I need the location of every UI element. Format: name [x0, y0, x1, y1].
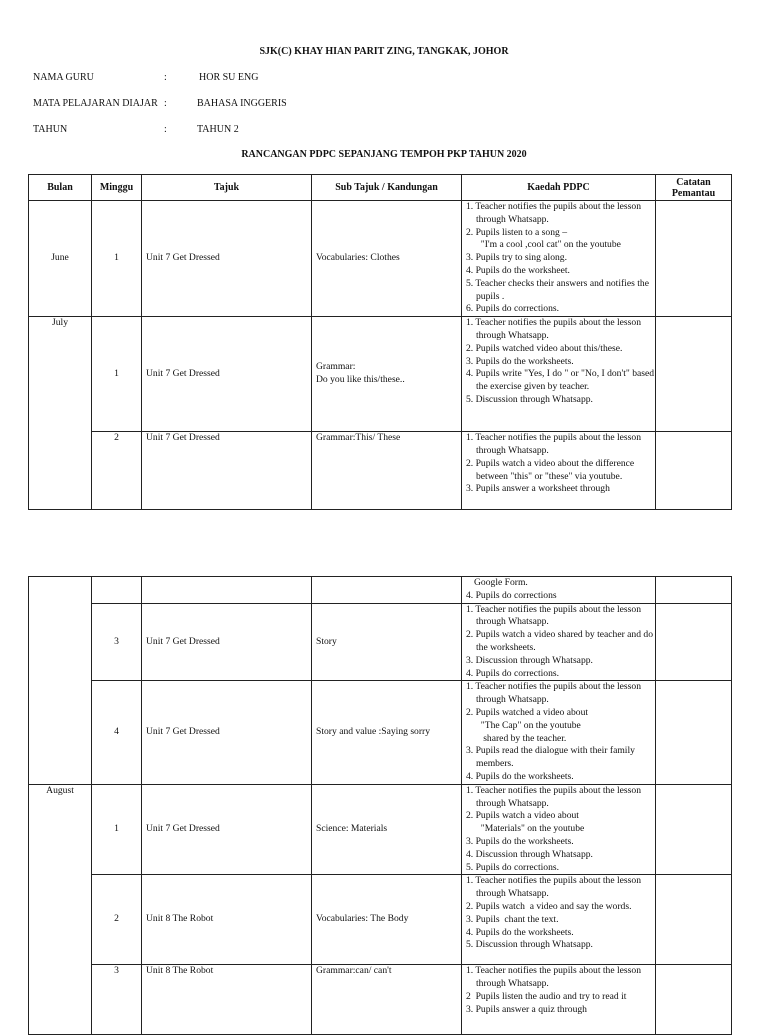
subtopic-cell: Grammar:This/ These: [312, 432, 462, 510]
week-cell: 1: [92, 317, 142, 432]
method-step: 5. Teacher checks their answers and notifies the pupils .: [466, 277, 652, 302]
method-cell: [462, 201, 656, 317]
method-step: 2. Pupils watch a video and say the words.: [466, 900, 632, 912]
plan-title: RANCANGAN PDPC SEPANJANG TEMPOH PKP TAHUN 2020: [241, 149, 527, 160]
header-sub-tajuk: Sub Tajuk / Kandungan: [312, 175, 462, 201]
table-row: [29, 681, 732, 784]
method-step: 1. Teacher notifies the pupils about the lesson through Whatsapp.: [466, 317, 644, 341]
method-step: 4. Pupils do the worksheet.: [466, 264, 570, 276]
subtopic-cell: Science: Materials: [312, 784, 462, 875]
month-cell: [29, 784, 92, 1035]
table-row: [29, 201, 732, 317]
subtopic-line: Do you like this/these..: [316, 374, 405, 386]
method-step: 4. Pupils do corrections.: [466, 667, 559, 679]
week-cell: [92, 577, 142, 604]
subject-label: MATA PELAJARAN DIAJAR: [33, 98, 158, 109]
subject-value: BAHASA INGGERIS: [197, 98, 287, 109]
subtopic-cell: Story and value :Saying sorry: [312, 681, 462, 784]
notes-cell: [656, 577, 732, 604]
notes-cell: [656, 681, 732, 784]
method-step: 3. Discussion through Whatsapp.: [466, 654, 593, 666]
topic-cell: Unit 7 Get Dressed: [142, 784, 312, 875]
notes-cell: [656, 875, 732, 965]
steps-list: [462, 317, 655, 407]
topic-cell: Unit 7 Get Dressed: [142, 603, 312, 681]
method-step: Google Form.: [474, 577, 528, 588]
week-cell: 2: [92, 875, 142, 965]
header-tajuk: Tajuk: [142, 175, 312, 201]
method-step: 3. Pupils try to sing along.: [466, 252, 568, 264]
method-step: 5. Pupils do corrections.: [466, 861, 559, 873]
topic-cell: [142, 577, 312, 604]
method-step: 6. Pupils do corrections.: [466, 303, 559, 315]
method-cell: [462, 965, 656, 1035]
table-row: [29, 603, 732, 681]
method-cell: [462, 784, 656, 875]
steps-list: [462, 785, 655, 875]
method-step: 3. Pupils answer a quiz through: [466, 1003, 587, 1015]
method-step: 1. Teacher notifies the pupils about the lesson through Whatsapp.: [466, 681, 644, 706]
steps-list: [462, 201, 655, 316]
week-cell: 1: [92, 201, 142, 317]
method-step: 2. Pupils watched a video about "The Cap" on the youtube shared by the teacher.: [466, 706, 589, 744]
header-minggu: Minggu: [92, 175, 142, 201]
subtopic-line: Grammar:: [316, 361, 356, 373]
header-bulan: Bulan: [29, 175, 92, 201]
method-step: 4. Pupils write "Yes, I do " or "No, I don't" based the exercise given by teacher.: [466, 368, 657, 393]
topic-cell: Unit 7 Get Dressed: [142, 317, 312, 432]
method-step: 1. Teacher notifies the pupils about the lesson through Whatsapp.: [466, 603, 644, 628]
table-row: [29, 432, 732, 510]
method-step: 1. Teacher notifies the pupils about the lesson through Whatsapp.: [466, 784, 644, 809]
steps-list: [462, 432, 655, 496]
method-step: 4. Pupils do the worksheets.: [466, 770, 574, 782]
steps-list: [462, 577, 655, 603]
notes-cell: [656, 603, 732, 681]
month-cell: June: [29, 201, 92, 317]
subtopic-cell: Vocabularies: Clothes: [312, 201, 462, 317]
notes-cell: [656, 965, 732, 1035]
topic-cell: Unit 7 Get Dressed: [142, 681, 312, 784]
topic-cell: Unit 7 Get Dressed: [142, 201, 312, 317]
topic-cell: Unit 8 The Robot: [142, 875, 312, 965]
method-step: 2. Pupils listen to a song – "I'm a cool ,cool cat" on the youtube: [466, 226, 621, 251]
table-row: [29, 784, 732, 875]
method-step: 3. Pupils chant the text.: [466, 913, 559, 925]
method-step: 2. Pupils watch a video about the difference between "this" or "these" via youtube.: [466, 457, 637, 482]
lesson-plan-table-page1: [28, 174, 732, 510]
subtopic-cell: Story: [312, 603, 462, 681]
method-cell: [462, 432, 656, 510]
method-step: 1. Teacher notifies the pupils about the lesson through Whatsapp.: [466, 201, 644, 225]
notes-cell: [656, 201, 732, 317]
week-cell: 3: [92, 603, 142, 681]
method-step: 3. Pupils read the dialogue with their family members.: [466, 745, 638, 770]
method-cell: [462, 317, 656, 432]
lesson-plan-table-page2: [28, 576, 732, 1035]
table-row: [29, 875, 732, 965]
teacher-value: HOR SU ENG: [199, 72, 259, 83]
method-step: 2 Pupils listen the audio and try to read it: [466, 990, 627, 1002]
year-colon: :: [164, 124, 167, 135]
method-cell: [462, 603, 656, 681]
subject-colon: :: [164, 98, 167, 109]
notes-cell: [656, 317, 732, 432]
method-step: 4. Discussion through Whatsapp.: [466, 848, 593, 860]
notes-cell: [656, 784, 732, 875]
week-cell: 4: [92, 681, 142, 784]
method-step: 1. Teacher notifies the pupils about the lesson through Whatsapp.: [466, 875, 644, 900]
steps-list: [462, 681, 655, 783]
steps-list: [462, 965, 655, 1016]
method-cell: [462, 577, 656, 604]
topic-cell: Unit 7 Get Dressed: [142, 432, 312, 510]
notes-cell: [656, 432, 732, 510]
subtopic-cell: Vocabularies: The Body: [312, 875, 462, 965]
month-cell: [29, 317, 92, 510]
method-step: 4. Pupils do the worksheets.: [466, 926, 574, 938]
school-title: SJK(C) KHAY HIAN PARIT ZING, TANGKAK, JOHOR: [259, 46, 509, 57]
subtopic-cell: [312, 317, 462, 432]
method-step: 4. Pupils do corrections: [466, 589, 557, 601]
method-step: 5. Discussion through Whatsapp.: [466, 939, 593, 951]
year-value: TAHUN 2: [197, 124, 239, 135]
table-row: [29, 965, 732, 1035]
subtopic-cell: Grammar:can/ can't: [312, 965, 462, 1035]
header-kaedah: Kaedah PDPC: [462, 175, 656, 201]
teacher-colon: :: [164, 72, 167, 83]
month-label: August: [46, 784, 74, 796]
method-cell: [462, 875, 656, 965]
week-cell: 3: [92, 965, 142, 1035]
table-row: [29, 317, 732, 432]
method-step: 2. Pupils watch a video shared by teacher and do the worksheets.: [466, 629, 656, 653]
method-step: 1. Teacher notifies the pupils about the lesson through Whatsapp.: [466, 965, 644, 990]
week-cell: 1: [92, 784, 142, 875]
table-header-row: [29, 175, 732, 201]
method-cell: [462, 681, 656, 784]
month-cell-empty: [29, 577, 92, 785]
method-step: 3. Pupils do the worksheets.: [466, 835, 574, 847]
method-step: 1. Teacher notifies the pupils about the lesson through Whatsapp.: [466, 432, 644, 456]
method-step: 2. Pupils watched video about this/these.: [466, 342, 623, 354]
method-step: 2. Pupils watch a video about "Materials" on the youtube: [466, 810, 585, 835]
week-cell: 2: [92, 432, 142, 510]
method-step: 5. Discussion through Whatsapp.: [466, 393, 593, 405]
header-catatan: Catatan Pemantau: [656, 175, 732, 201]
subtopic-cell: [312, 577, 462, 604]
table-row: [29, 577, 732, 604]
month-label: July: [52, 317, 68, 329]
year-label: TAHUN: [33, 124, 68, 135]
method-step: 3. Pupils answer a worksheet through: [466, 483, 610, 495]
method-step: 3. Pupils do the worksheets.: [466, 355, 574, 367]
steps-list: [462, 875, 655, 952]
teacher-label: NAMA GURU: [33, 72, 94, 83]
topic-cell: Unit 8 The Robot: [142, 965, 312, 1035]
steps-list: [462, 604, 655, 681]
